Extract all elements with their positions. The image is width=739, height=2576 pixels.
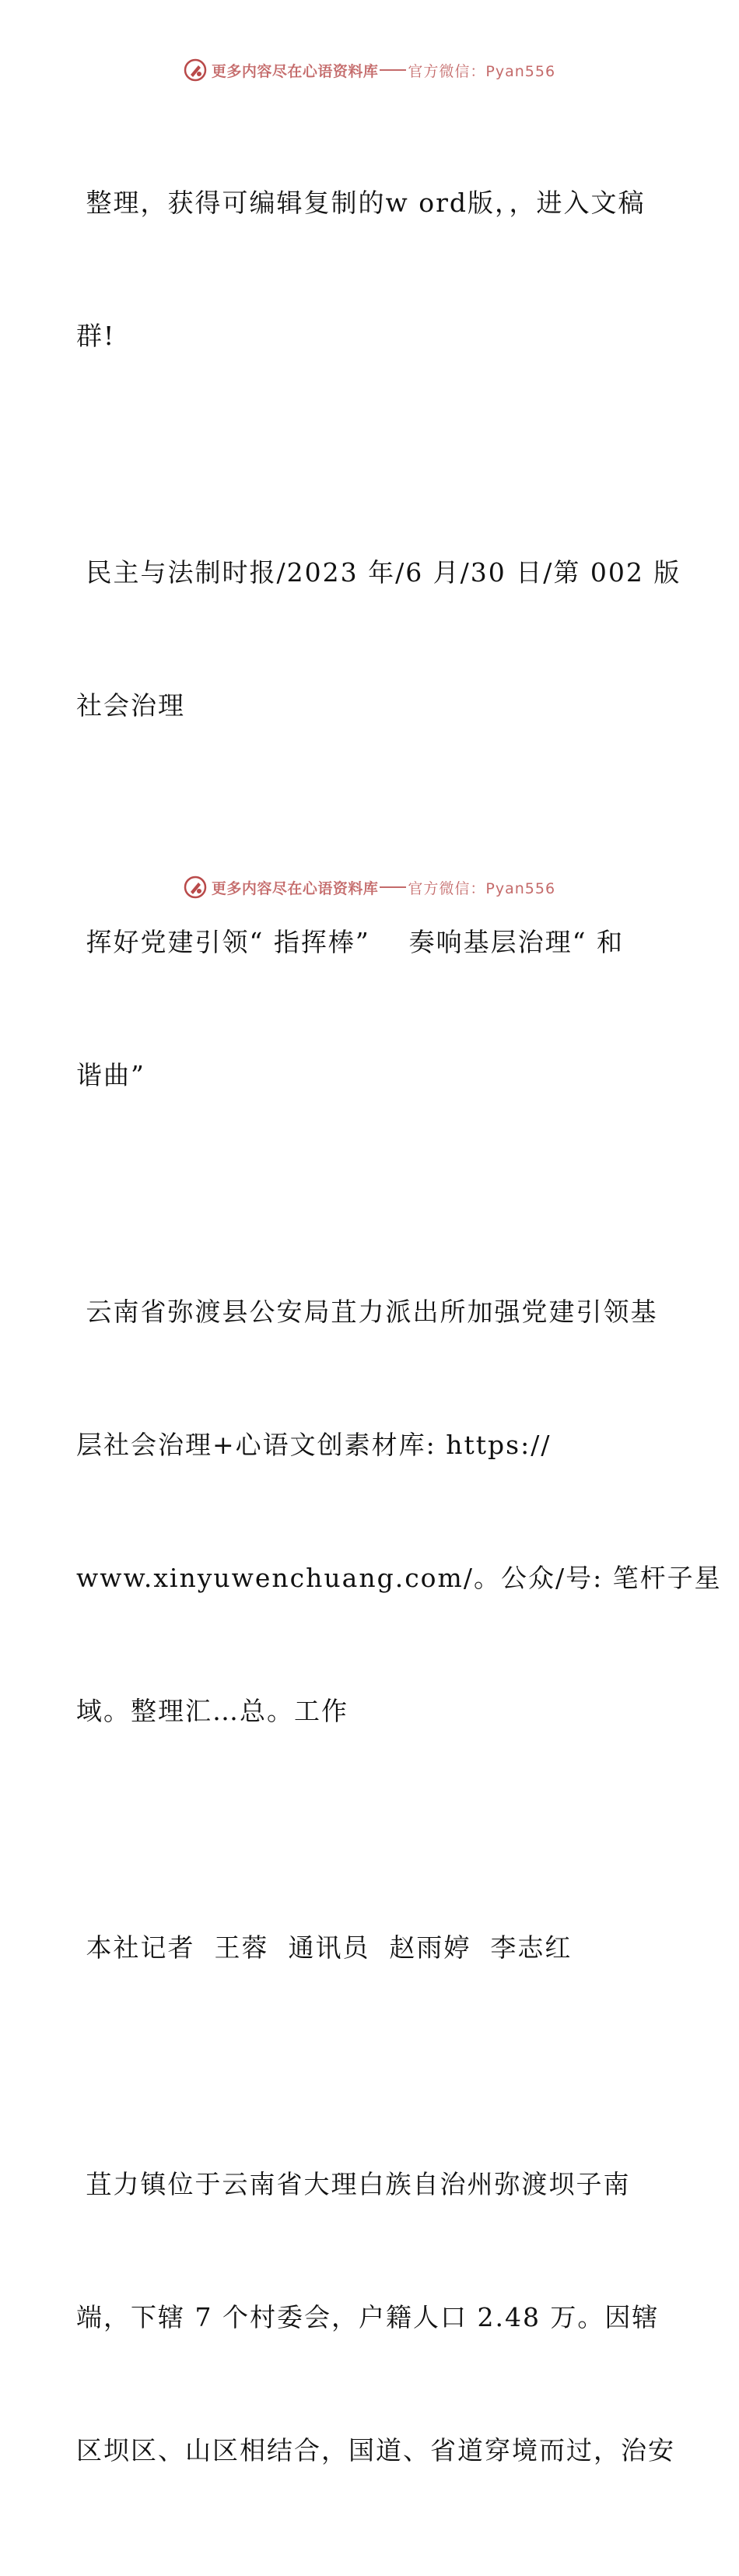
text-line: 端，下辖 7 个村委会，户籍人口 2.48 万。因辖: [76, 2302, 660, 2332]
banner-wechat: 官方微信：Pyan556: [408, 879, 556, 897]
text-line: 群!: [76, 321, 116, 351]
text-line: 谐曲”: [76, 1060, 145, 1090]
text-line: 区坝区、山区相结合，国道、省道穿境而过，治安: [76, 2435, 675, 2465]
text-line: 整理，获得可编辑复制的w ord版，，进入文稿: [76, 188, 646, 218]
pen-logo-icon: [184, 876, 207, 899]
footer-banner: [0, 872, 739, 903]
byline: [76, 1837, 667, 2058]
banner-wechat: 官方微信：Pyan556: [408, 62, 556, 80]
text-line: 层社会治理+心语文创素材库: https://: [76, 1430, 552, 1460]
text-line: www.xinyuwenchuang.com/。公众/号: 笔杆子星: [76, 1563, 722, 1593]
paragraph-2: [76, 462, 681, 816]
paragraph-1: [76, 92, 667, 447]
banner-title: 更多内容尽在心语资料库: [211, 879, 379, 897]
text-line: 挥好党建引领“ 指挥棒” 奏响基层治理“ 和: [76, 927, 625, 957]
text-line: 域。整理汇…总。工作: [76, 1696, 348, 1726]
text-line: 民主与法制时报/2023 年/6 月/30 日/第 002 版: [76, 557, 681, 588]
pen-logo-icon: [184, 58, 207, 82]
article-subtitle: [76, 1201, 722, 1822]
banner-title: 更多内容尽在心语资料库: [211, 62, 379, 80]
banner-divider: [380, 69, 406, 71]
header-banner: [0, 54, 739, 86]
document-body: [76, 92, 722, 2576]
banner-divider: [380, 886, 406, 888]
body-paragraph: [76, 2073, 675, 2561]
text-line: 云南省弥渡县公安局苴力派出所加强党建引领基: [76, 1297, 658, 1327]
text-line: 苴力镇位于云南省大理白族自治州弥渡坝子南: [76, 2169, 631, 2199]
text-line: 社会治理: [76, 690, 185, 721]
text-line: 本社记者 王蓉 通讯员 赵雨婷 李志红: [76, 1932, 573, 1963]
